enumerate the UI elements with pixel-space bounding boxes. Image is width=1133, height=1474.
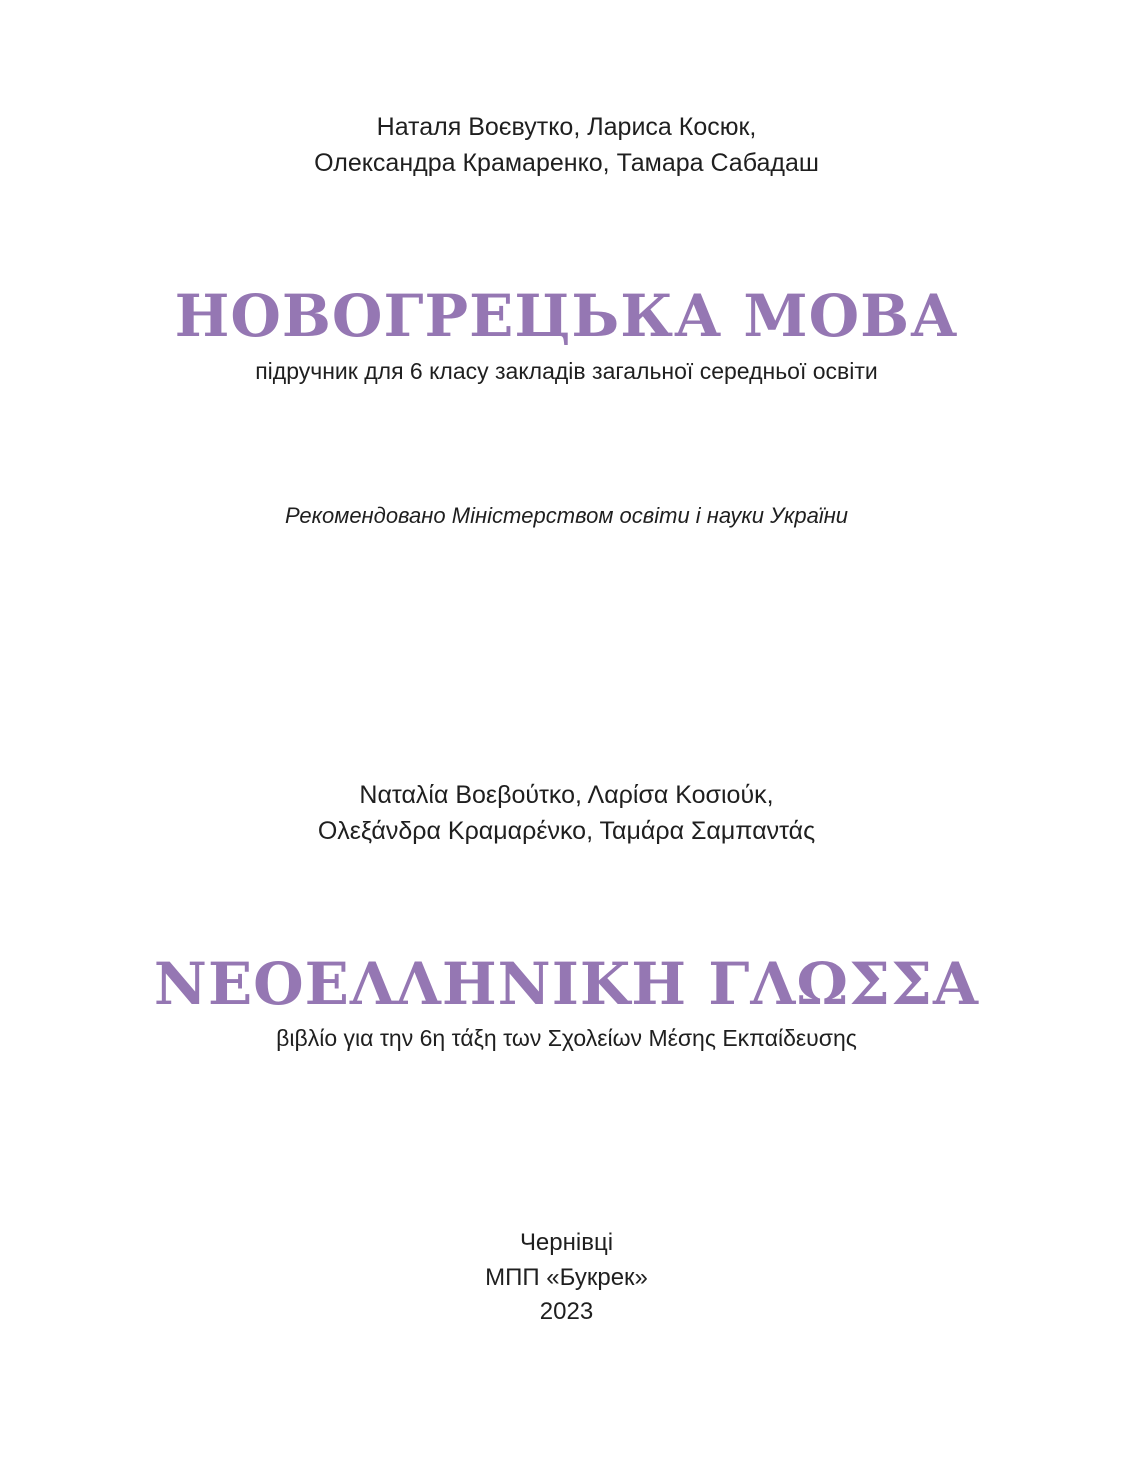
imprint-publisher: МПП «Букрек» xyxy=(485,1264,648,1291)
greek-title: ΝΕΟΕΛΛΗΝΙΚΗ ΓΛΩΣΣΑ xyxy=(153,950,980,1018)
imprint-city: Чернівці xyxy=(519,1229,614,1256)
imprint-year: 2023 xyxy=(539,1298,594,1325)
ukrainian-title: НОВОГРЕЦЬКА МОВА xyxy=(174,282,959,350)
greek-subtitle: βιβλίο για την 6η τάξη των Σχολείων Μέσης Εκπαίδευσης xyxy=(276,1025,857,1051)
greek-authors-line-1: Ναταλία Βοεβούτκο, Λαρίσα Κοσιούκ, xyxy=(359,781,774,809)
greek-authors-line-2: Ολεξάνδρα Κραμαρένκο, Ταμάρα Σαμπαντάς xyxy=(317,817,816,845)
ukrainian-authors-line-2: Олександра Крамаренко, Тамара Сабадаш xyxy=(314,149,819,177)
ukrainian-authors-line-1: Наталя Воєвутко, Лариса Косюк, xyxy=(376,113,757,141)
ukrainian-subtitle: підручник для 6 класу закладів загальної середньої освіти xyxy=(255,358,878,384)
recommendation-note: Рекомендовано Міністерством освіти і науки України xyxy=(284,503,849,528)
